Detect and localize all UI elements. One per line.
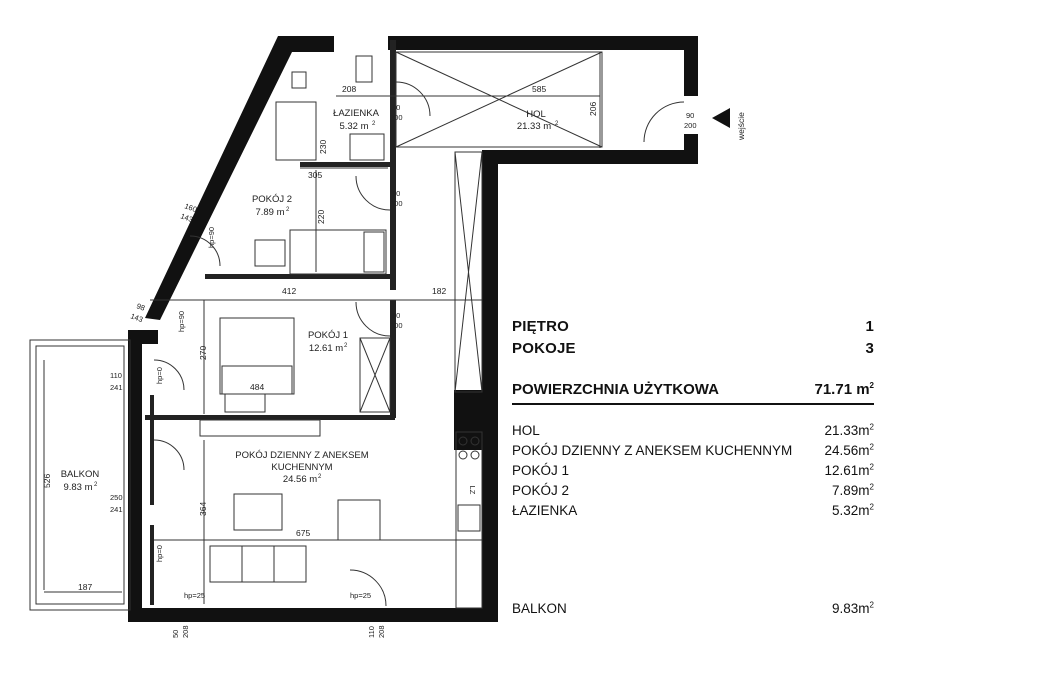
room-label-balkon: BALKON <box>60 469 100 480</box>
svg-text:208: 208 <box>377 625 386 638</box>
svg-text:90: 90 <box>686 111 695 120</box>
room-area-pokoj1: 12.61 m <box>308 343 344 354</box>
entrance-arrow-icon <box>712 108 730 128</box>
room-area-list <box>512 423 874 523</box>
svg-text:110: 110 <box>367 626 376 638</box>
svg-text:200: 200 <box>390 113 403 122</box>
svg-text:110: 110 <box>110 371 122 380</box>
rooms-count-row <box>512 340 874 362</box>
svg-text:160: 160 <box>183 201 199 215</box>
svg-text:143: 143 <box>179 211 195 225</box>
svg-text:hp=25: hp=25 <box>350 591 372 600</box>
room-label-pokoj2: POKÓJ 2 <box>251 194 293 205</box>
svg-text:2: 2 <box>318 474 322 480</box>
apartment-summary <box>512 318 874 523</box>
svg-text:hp=90: hp=90 <box>177 310 186 332</box>
list-item: POKÓJ DZIENNY Z ANEKSEM KUCHENNYM $24.56m^2$ <box>512 442 874 458</box>
room-area-hol: 21.33 m <box>516 121 552 132</box>
entrance-label: wejście <box>736 112 746 140</box>
svg-text:80: 80 <box>392 103 401 112</box>
room-area-balkon: 9.83 m <box>63 482 93 493</box>
svg-text:675: 675 <box>296 528 311 538</box>
floor-row <box>512 318 874 340</box>
usable-area-label: POWIERZCHNIA UŻYTKOWA <box>512 381 719 398</box>
svg-text:526: 526 <box>42 473 52 488</box>
floor-value: 1 <box>865 318 874 335</box>
list-item: ŁAZIENKA $5.32m^2$ <box>512 502 874 518</box>
room-label-pokoj1: POKÓJ 1 <box>307 330 349 341</box>
svg-text:hp=25: hp=25 <box>184 591 206 600</box>
list-item: POKÓJ 1 $12.61m^2$ <box>512 462 874 478</box>
room-area-dzienny: 24.56 m <box>282 474 318 485</box>
list-item: HOL $21.33m^2$ <box>512 422 874 438</box>
svg-text:230: 230 <box>318 139 328 154</box>
svg-text:206: 206 <box>588 101 598 116</box>
svg-text:182: 182 <box>432 286 447 296</box>
svg-text:50: 50 <box>171 629 180 638</box>
svg-text:hp=90: hp=90 <box>207 226 216 248</box>
rooms-label: POKOJE <box>512 340 576 357</box>
svg-text:2: 2 <box>94 482 98 488</box>
room-label-dzienny-1: POKÓJ DZIENNY Z ANEKSEM <box>235 450 369 461</box>
svg-text:200: 200 <box>390 199 403 208</box>
svg-text:250: 250 <box>110 493 123 502</box>
svg-text:187: 187 <box>78 582 93 592</box>
room-area-pokoj2: 7.89 m <box>255 207 285 218</box>
balcony-area: $9.83m^2$ <box>832 600 874 616</box>
svg-text:220: 220 <box>316 209 326 224</box>
balcony-label: BALKON <box>512 601 567 616</box>
svg-text:241: 241 <box>110 383 123 392</box>
list-item: POKÓJ 2 $7.89m^2$ <box>512 482 874 498</box>
fridge-label: LZ <box>468 485 477 495</box>
room-area-lazienka: 5.32 m <box>339 121 369 132</box>
svg-text:585: 585 <box>532 84 547 94</box>
svg-text:hp=0: hp=0 <box>155 545 164 562</box>
svg-text:2: 2 <box>344 343 348 349</box>
svg-text:2: 2 <box>372 121 376 127</box>
usable-area-row <box>512 381 874 405</box>
svg-text:200: 200 <box>684 121 697 130</box>
svg-text:208: 208 <box>342 84 357 94</box>
svg-text:80: 80 <box>392 189 401 198</box>
svg-text:305: 305 <box>308 170 323 180</box>
room-label-lazienka: ŁAZIENKA <box>333 108 379 119</box>
room-label-dzienny-2: KUCHENNYM <box>271 462 333 473</box>
usable-area-value: 71.71 $m^2$ <box>814 381 874 398</box>
svg-text:143: 143 <box>129 311 145 325</box>
svg-text:241: 241 <box>110 505 123 514</box>
svg-text:200: 200 <box>390 321 403 330</box>
floor-label: PIĘTRO <box>512 318 570 335</box>
svg-text:208: 208 <box>181 625 190 638</box>
rooms-value: 3 <box>865 340 874 357</box>
svg-text:80: 80 <box>392 311 401 320</box>
svg-text:2: 2 <box>555 121 559 127</box>
svg-text:270: 270 <box>198 345 208 360</box>
svg-text:2: 2 <box>286 207 290 213</box>
svg-text:hp=0: hp=0 <box>155 367 164 384</box>
balcony-row <box>512 601 874 616</box>
svg-text:484: 484 <box>250 382 265 392</box>
svg-text:412: 412 <box>282 286 297 296</box>
svg-text:98: 98 <box>135 301 147 313</box>
svg-text:364: 364 <box>198 501 208 516</box>
room-label-hol: HOL <box>526 109 546 120</box>
